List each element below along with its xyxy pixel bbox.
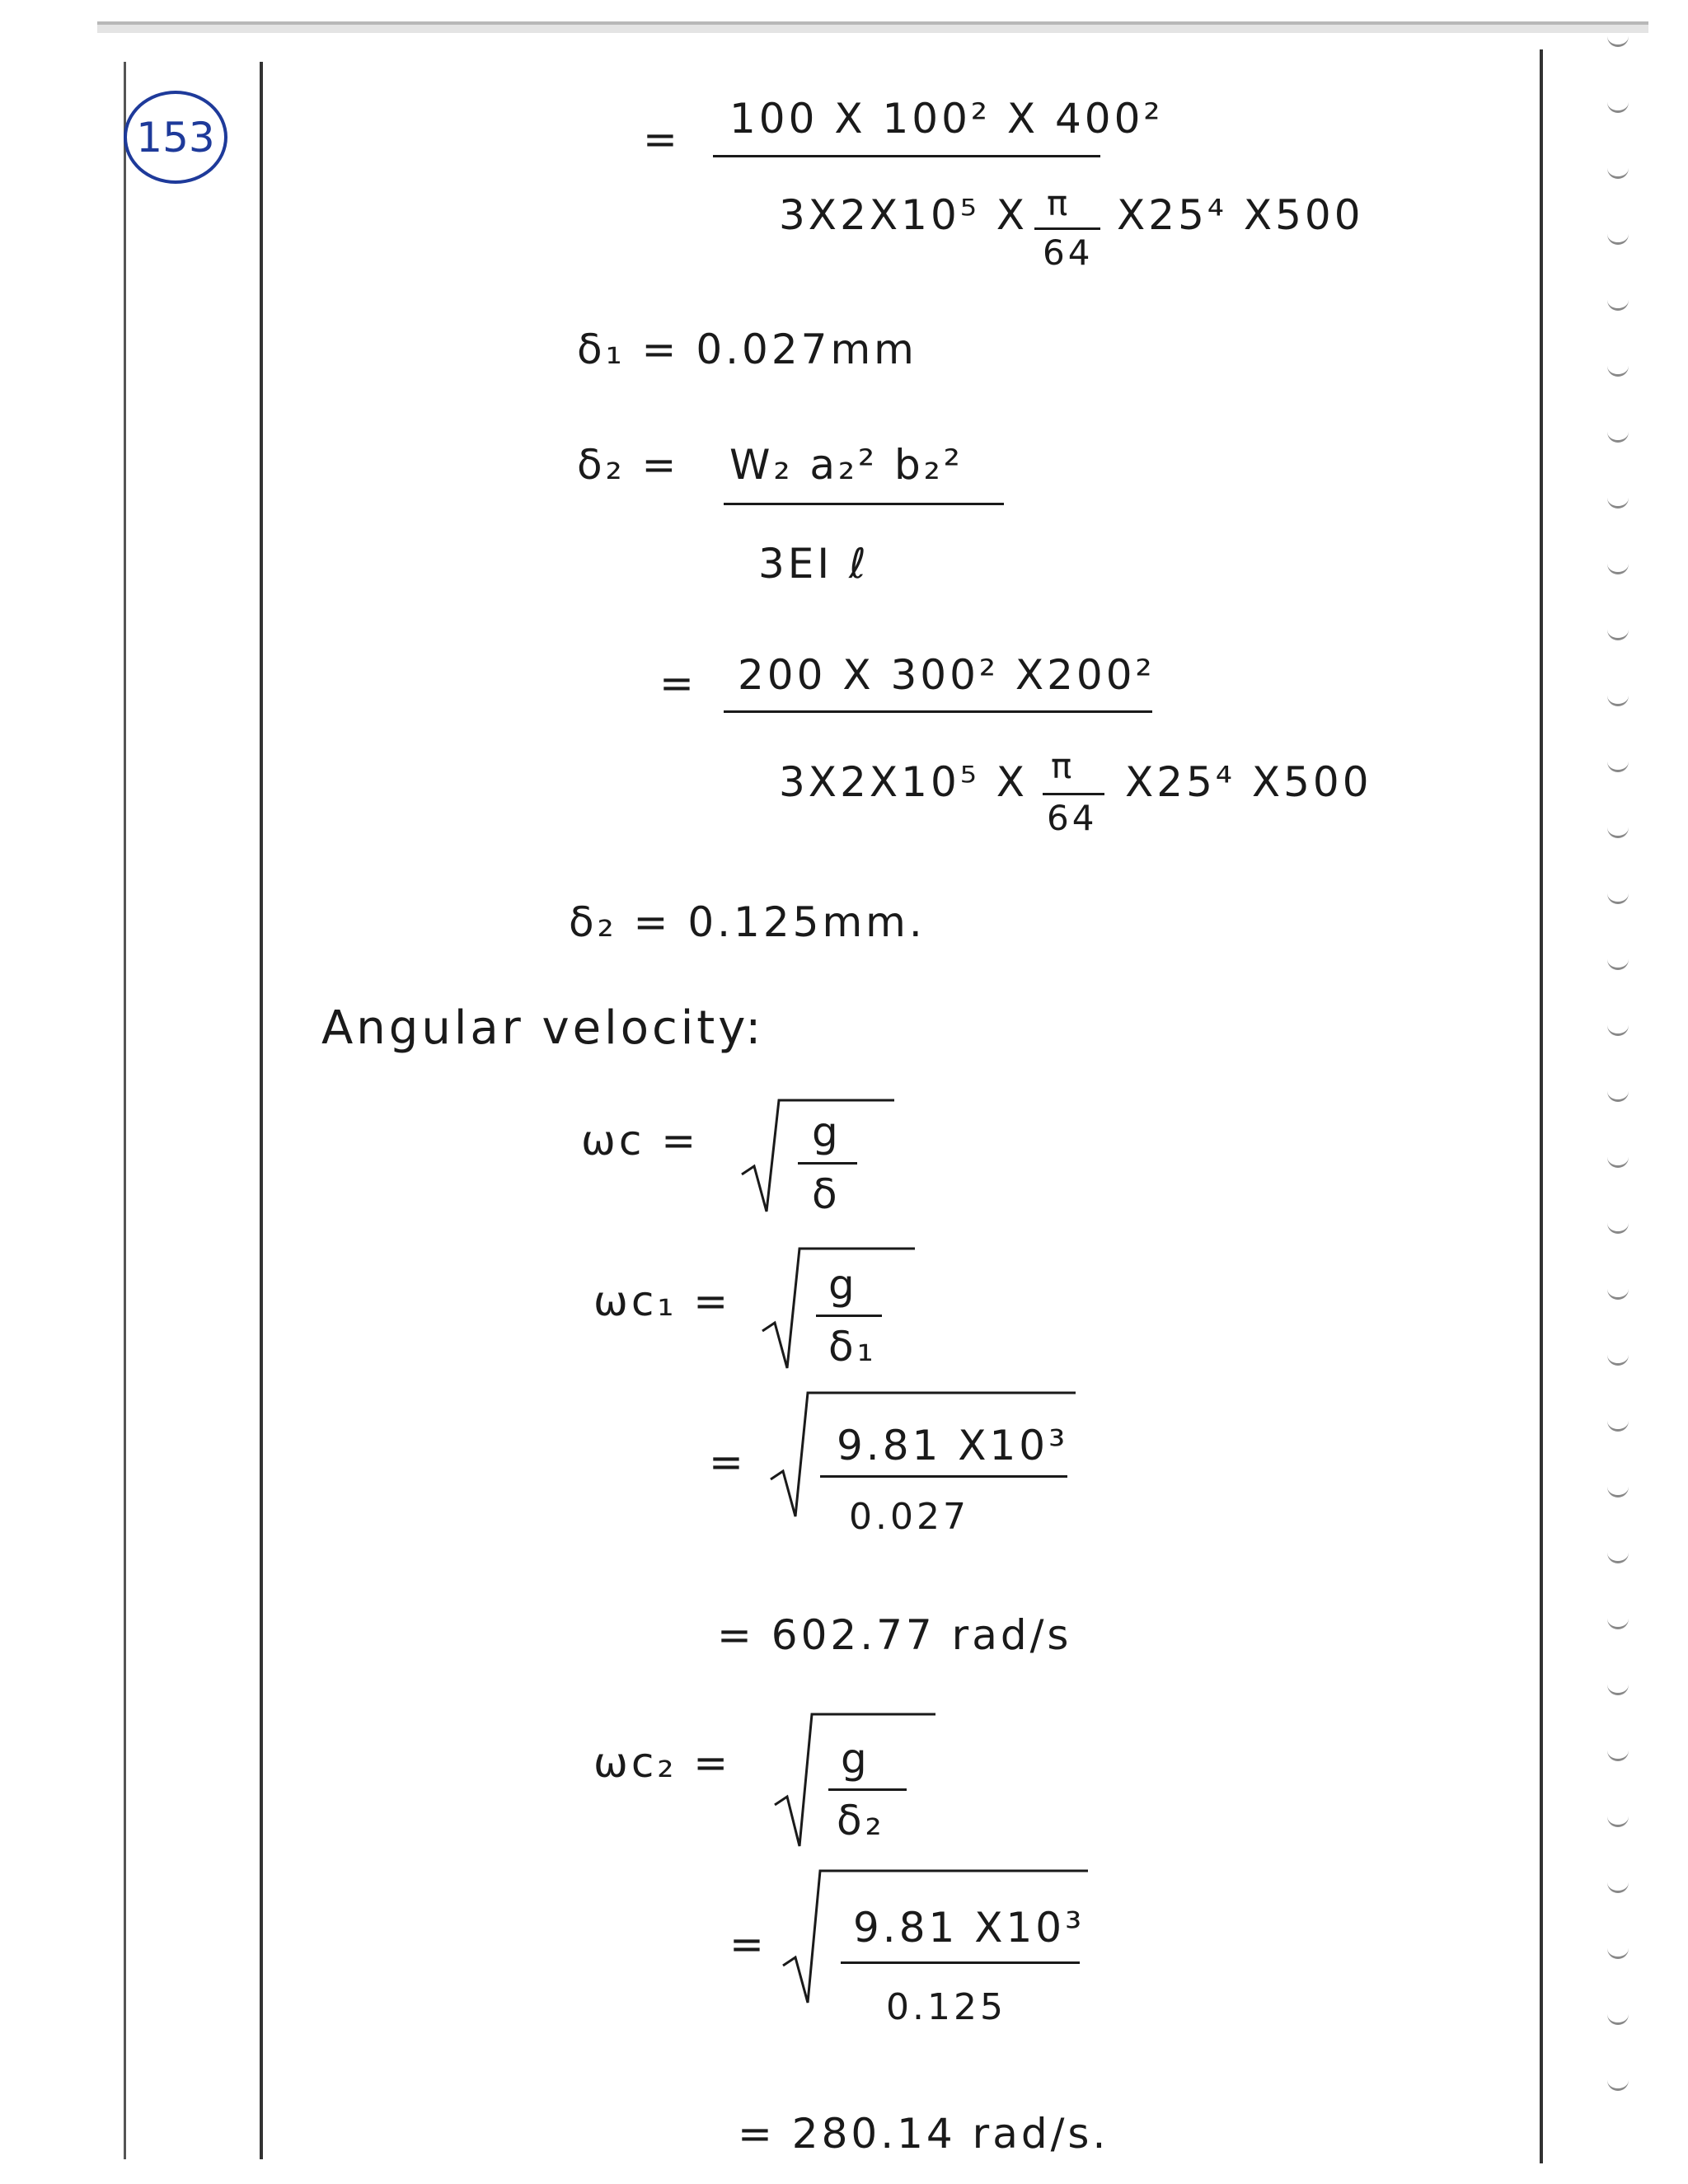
omega-c-numerator: g [812, 1108, 842, 1156]
eq-sign: = [709, 1438, 747, 1486]
page-number-text: 153 [136, 113, 215, 162]
omega-c1-numerator: g [828, 1261, 858, 1309]
binding-ring [1607, 824, 1629, 838]
fraction-denominator-tail: X25⁴ X500 [1117, 191, 1364, 239]
omega-c2-value-numerator: 9.81 X10³ [853, 1904, 1085, 1952]
pi-symbol: π [1051, 746, 1076, 786]
fraction-bar [713, 155, 1100, 157]
omega-c2-lhs: ωc₂ = [593, 1739, 732, 1787]
fraction-numerator: 200 X 300² X200² [738, 651, 1156, 699]
binding-ring [1607, 1483, 1629, 1497]
binding-ring [1607, 1418, 1629, 1432]
binding-ring [1607, 1813, 1629, 1827]
binding-ring [1607, 1352, 1629, 1366]
binding-ring [1607, 1154, 1629, 1168]
binding-ring [1607, 2011, 1629, 2025]
binding-ring [1607, 956, 1629, 970]
pi-denominator: 64 [1043, 232, 1094, 273]
binding-ring [1607, 99, 1629, 113]
binding-ring [1607, 1220, 1629, 1234]
omega-c1-result: = 602.77 rad/s [717, 1611, 1072, 1659]
delta2-result: δ₂ = 0.125mm. [569, 898, 926, 946]
omega-c-lhs: ωc = [581, 1117, 700, 1165]
binding-ring [1607, 1945, 1629, 1959]
fraction-denominator: 3X2X10⁵ X [779, 191, 1028, 239]
binding-ring [1607, 692, 1629, 706]
omega-c2-value-denominator: 0.125 [886, 1986, 1006, 2028]
omega-c1-value-numerator: 9.81 X10³ [837, 1422, 1069, 1469]
fraction-bar [828, 1788, 907, 1791]
binding-ring [1607, 560, 1629, 574]
omega-c2-numerator: g [841, 1735, 870, 1783]
pi-symbol: π [1047, 183, 1071, 223]
fraction-bar [724, 710, 1152, 713]
page-top-edge [97, 21, 1648, 33]
binding-ring [1607, 626, 1629, 640]
delta1-result: δ₁ = 0.027mm [577, 326, 917, 373]
binding-ring [1607, 1615, 1629, 1629]
omega-c1-value-denominator: 0.027 [849, 1496, 969, 1538]
binding-ring [1607, 363, 1629, 377]
fraction-bar [724, 503, 1004, 505]
binding-ring [1607, 1088, 1629, 1102]
binding-ring [1607, 429, 1629, 443]
binding-ring [1607, 1879, 1629, 1893]
binding-ring [1607, 165, 1629, 179]
delta2-lhs: δ₂ = [577, 441, 680, 489]
binding-ring [1607, 231, 1629, 245]
binding-ring [1607, 33, 1629, 47]
page-left-edge [124, 62, 126, 2159]
binding-ring [1607, 2077, 1629, 2091]
omega-c1-lhs: ωc₁ = [593, 1277, 732, 1325]
omega-c2-result: = 280.14 rad/s. [738, 2110, 1109, 2158]
pi-denominator: 64 [1047, 798, 1098, 838]
page-number [124, 91, 227, 184]
fraction-bar [798, 1162, 857, 1165]
eq-sign: = [643, 115, 681, 163]
fraction-denominator-tail: X25⁴ X500 [1125, 758, 1372, 806]
fraction-bar [820, 1475, 1067, 1478]
binding-ring [1607, 297, 1629, 311]
binding-ring [1607, 1286, 1629, 1300]
binding-ring [1607, 1549, 1629, 1563]
right-margin-line [1540, 49, 1543, 2163]
section-heading: Angular velocity: [321, 1001, 765, 1055]
binding-ring [1607, 1747, 1629, 1761]
omega-c2-denominator: δ₂ [837, 1797, 885, 1844]
omega-c-denominator: δ [812, 1170, 841, 1218]
binding-ring [1607, 758, 1629, 772]
omega-c1-denominator: δ₁ [828, 1323, 877, 1371]
spiral-binding [1607, 33, 1665, 2159]
eq-sign: = [729, 1920, 767, 1968]
pi-fraction-bar [1043, 793, 1104, 795]
left-margin-line [260, 62, 263, 2159]
binding-ring [1607, 890, 1629, 904]
fraction-bar [816, 1315, 882, 1317]
delta2-formula-numerator: W₂ a₂² b₂² [729, 441, 964, 489]
pi-fraction-bar [1034, 227, 1100, 230]
eq-sign: = [659, 659, 697, 707]
binding-ring [1607, 1022, 1629, 1036]
binding-ring [1607, 1681, 1629, 1695]
fraction-numerator: 100 X 100² X 400² [729, 95, 1164, 143]
binding-ring [1607, 494, 1629, 509]
fraction-bar [841, 1961, 1080, 1964]
delta2-formula-denominator: 3EI ℓ [758, 540, 870, 588]
fraction-denominator: 3X2X10⁵ X [779, 758, 1028, 806]
